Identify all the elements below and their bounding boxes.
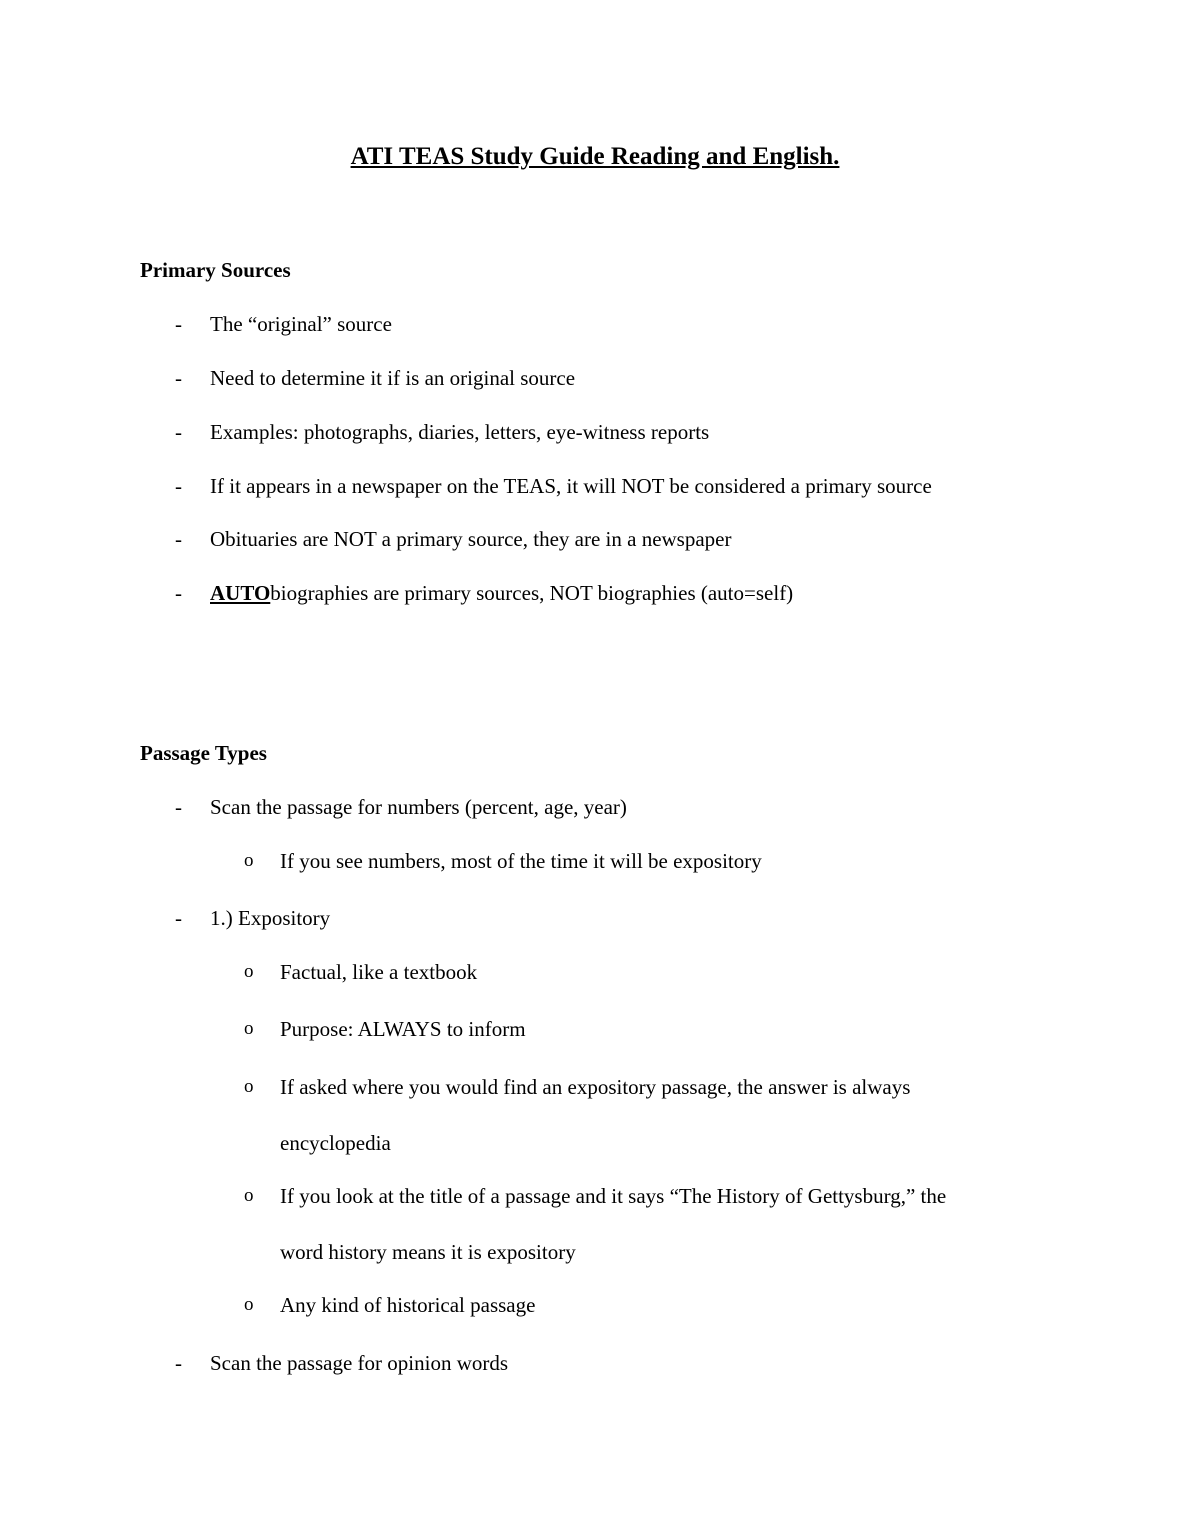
sub-list-item: If you see numbers, most of the time it will be expository <box>280 849 762 873</box>
sub-list-item: Any kind of historical passage <box>280 1293 536 1317</box>
sub-list-item-continued: encyclopedia <box>280 1131 391 1155</box>
sub-bullet-circle: o <box>244 961 254 982</box>
list-item: Need to determine it if is an original source <box>210 366 576 390</box>
list-item: Scan the passage for numbers (percent, age, year) <box>210 795 627 819</box>
section-heading-primary-sources: Primary Sources <box>140 258 291 282</box>
list-item: Examples: photographs, diaries, letters, eye-witness reports <box>210 420 710 444</box>
sub-list-item: Factual, like a textbook <box>280 960 478 984</box>
sub-list-item: Purpose: ALWAYS to inform <box>280 1017 526 1041</box>
sub-list-item-continued: word history means it is expository <box>280 1240 576 1264</box>
list-item: Scan the passage for opinion words <box>210 1351 509 1375</box>
list-item: If it appears in a newspaper on the TEAS, it will NOT be considered a primary source <box>210 474 932 498</box>
sub-bullet-circle: o <box>244 1018 254 1039</box>
sub-bullet-circle: o <box>244 1185 254 1206</box>
list-item: Obituaries are NOT a primary source, they are in a newspaper <box>210 527 732 551</box>
bullet-dash: - <box>175 581 182 605</box>
page-title: ATI TEAS Study Guide Reading and English. <box>350 143 840 170</box>
auto-emphasis: AUTO <box>210 581 271 605</box>
auto-item-rest: biographies are primary sources, NOT biographies (auto=self) <box>270 581 794 605</box>
bullet-dash: - <box>175 906 182 930</box>
bullet-dash: - <box>175 1351 182 1375</box>
bullet-dash: - <box>175 420 182 444</box>
list-item-autobiographies <box>210 579 793 607</box>
sub-list-item: If you look at the title of a passage and it says “The History of Gettysburg,” the <box>280 1184 947 1208</box>
bullet-dash: - <box>175 527 182 551</box>
section-heading-passage-types: Passage Types <box>140 741 267 765</box>
sub-bullet-circle: o <box>244 850 254 871</box>
sub-bullet-circle: o <box>244 1294 254 1315</box>
bullet-dash: - <box>175 312 182 336</box>
sub-list-item: If asked where you would find an expository passage, the answer is always <box>280 1075 911 1099</box>
bullet-dash: - <box>175 366 182 390</box>
bullet-dash: - <box>175 474 182 498</box>
sub-bullet-circle: o <box>244 1076 254 1097</box>
bullet-dash: - <box>175 795 182 819</box>
list-item-expository: 1.) Expository <box>210 906 331 930</box>
list-item: The “original” source <box>210 312 392 336</box>
